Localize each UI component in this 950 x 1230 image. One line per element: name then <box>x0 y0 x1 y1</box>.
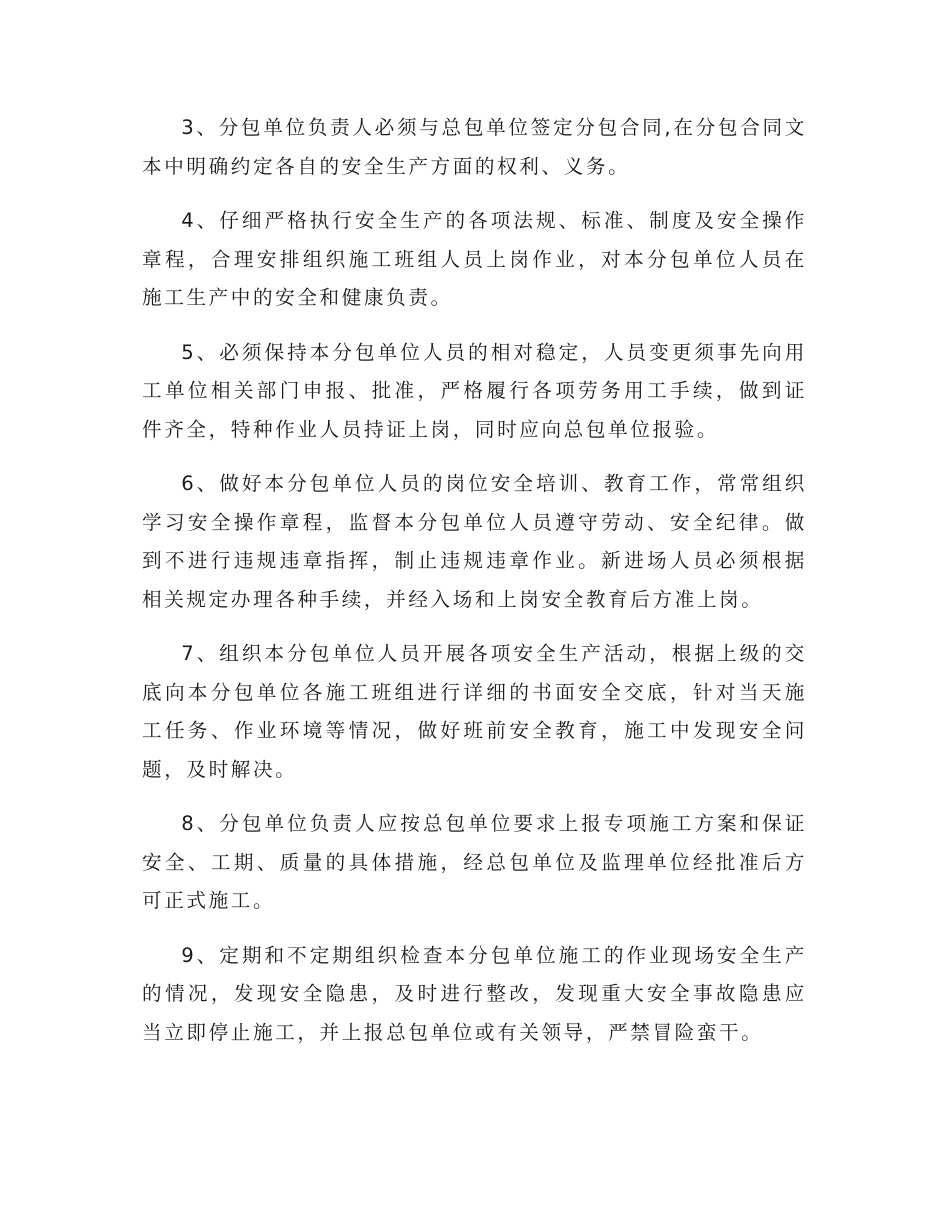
paragraph-item-6: 6、做好本分包单位人员的岗位安全培训、教育工作，常常组织学习安全操作章程，监督本分包单位人员遵守劳动、安全纪律。做到不进行违规违章指挥，制止违规违章作业。新进场人员必须根据相关规定办理各种手续，并经入场和上岗安全教育后方准上岗。 <box>142 472 807 611</box>
document-body <box>142 109 807 1068</box>
paragraph-item-9: 9、定期和不定期组织检查本分包单位施工的作业现场安全生产的情况，发现安全隐患，及时进行整改，发现重大安全事故隐患应当立即停止施工，并上报总包单位或有关领导，严禁冒险蛮干。 <box>142 943 807 1044</box>
paragraph-item-4: 4、仔细严格执行安全生产的各项法规、标准、制度及安全操作章程，合理安排组织施工班组人员上岗作业，对本分包单位人员在施工生产中的安全和健康负责。 <box>142 209 807 309</box>
paragraph-item-5: 5、必须保持本分包单位人员的相对稳定，人员变更须事先向用工单位相关部门申报、批准，严格履行各项劳务用工手续，做到证件齐全，特种作业人员持证上岗，同时应向总包单位报验。 <box>142 340 807 441</box>
paragraph-item-3: 3、分包单位负责人必须与总包单位签定分包合同,在分包合同文本中明确约定各自的安全生产方面的权利、义务。 <box>142 116 807 178</box>
paragraph-item-8: 8、分包单位负责人应按总包单位要求上报专项施工方案和保证安全、工期、质量的具体措施，经总包单位及监理单位经批准后方可正式施工。 <box>142 812 807 912</box>
paragraph-item-7: 7、组织本分包单位人员开展各项安全生产活动，根据上级的交底向本分包单位各施工班组进行详细的书面安全交底，针对当天施工任务、作业环境等情况，做好班前安全教育，施工中发现安全问题，及时解决。 <box>142 642 807 781</box>
